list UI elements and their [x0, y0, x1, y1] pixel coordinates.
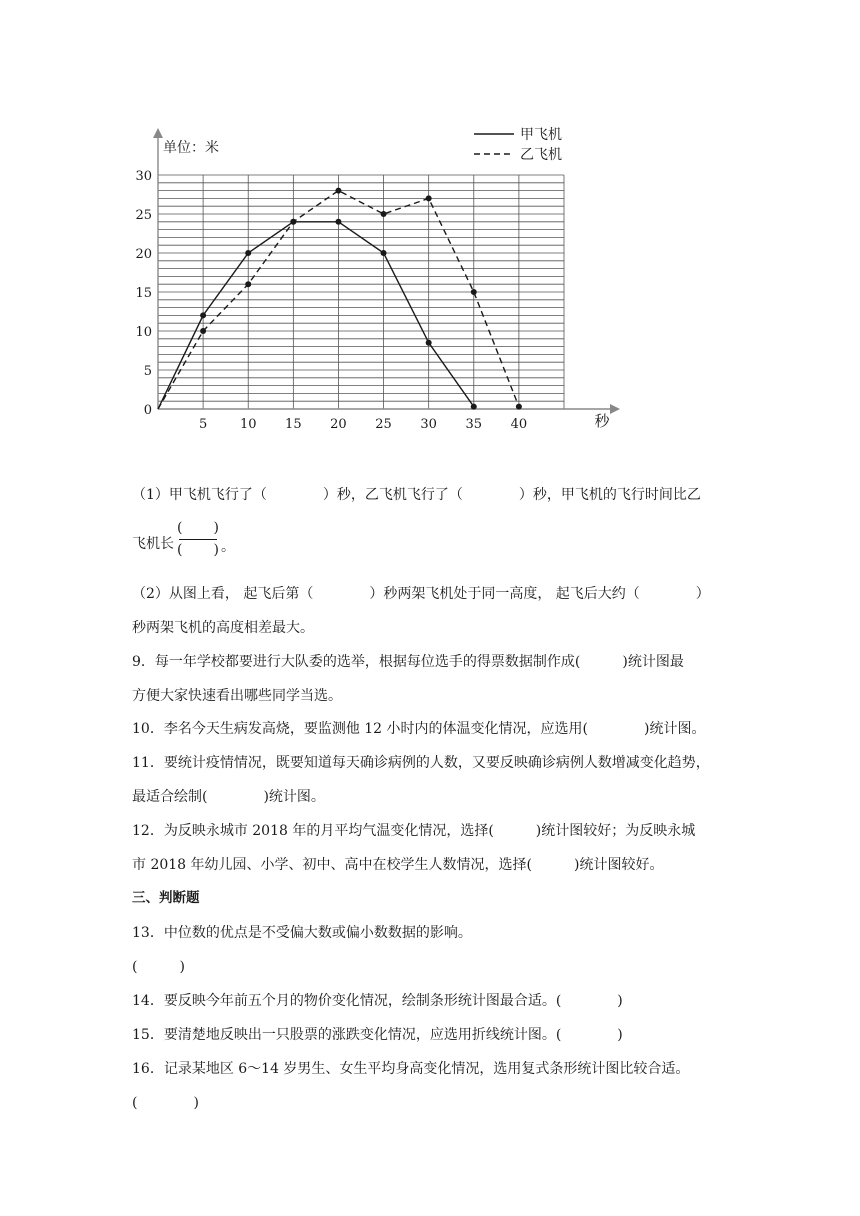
y-tick-label: 15: [135, 286, 152, 301]
q8-suffix: 。: [221, 539, 235, 555]
y-unit-label: 单位：米: [163, 140, 219, 156]
q13-line: 13．中位数的优点是不受偏大数或偏小数数据的影响。: [132, 925, 472, 941]
data-point: [245, 250, 251, 256]
y-tick-label: 25: [135, 208, 152, 223]
q8-part1-line2: [132, 537, 174, 551]
q8-prefix: 飞机长: [132, 536, 174, 552]
data-point: [245, 281, 251, 287]
x-tick-label: 20: [330, 417, 347, 432]
chart-legend: [474, 126, 562, 163]
q16-blank: ( ): [132, 1095, 199, 1111]
data-point: [335, 188, 341, 194]
q15-line: 15．要清楚地反映出一只股票的涨跌变化情况，应选用折线统计图。( ): [132, 1027, 623, 1043]
chart-grid: [158, 175, 564, 409]
x-tick-label: 10: [239, 417, 257, 432]
chart-axes: [153, 128, 620, 414]
data-point: [471, 289, 477, 295]
y-tick-label: 20: [135, 247, 152, 262]
q8-part2-line1: （2）从图上看， 起飞后第（ ）秒两架飞机处于同一高度， 起飞后大约（ ）: [132, 586, 710, 602]
frac-den-close: ): [213, 542, 219, 558]
y-tick-label: 0: [143, 403, 152, 418]
frac-num-open: (: [177, 520, 183, 536]
x-axis-label: 秒: [594, 412, 610, 430]
q8-part1-line1: （1）甲飞机飞行了（ ）秒，乙飞机飞行了（ ）秒，甲飞机的飞行时间比乙: [132, 487, 701, 503]
line-chart: [120, 118, 640, 438]
x-axis-arrow: [610, 404, 620, 414]
frac-den-open: (: [177, 542, 183, 558]
answer-fraction: [177, 521, 219, 559]
q11-line2: 最适合绘制( )统计图。: [132, 789, 325, 805]
q11-line1: 11．要统计疫情情况，既要知道每天确诊病例的人数，又要反映确诊病例人数增减变化趋势，: [132, 755, 710, 771]
q14-line: 14．要反映今年前五个月的物价变化情况，绘制条形统计图最合适。( ): [132, 993, 623, 1009]
x-tick-label: 25: [375, 417, 392, 432]
x-tick-label: 30: [420, 417, 437, 432]
data-point: [381, 250, 387, 256]
x-tick-label: 15: [285, 417, 302, 432]
x-tick-label: 35: [465, 417, 483, 432]
data-point: [335, 219, 341, 225]
q16-line: 16．记录某地区 6～14 岁男生、女生平均身高变化情况，选用复式条形统计图比较合适。: [132, 1061, 690, 1077]
data-point: [381, 211, 387, 217]
data-point: [471, 404, 477, 410]
fraction-bar: [179, 539, 217, 540]
data-point: [200, 312, 206, 318]
chart-series: [158, 188, 522, 410]
q12-line2: 市 2018 年幼儿园、小学、初中、高中在校学生人数情况，选择( )统计图较好。: [132, 857, 664, 873]
section-heading: 三、判断题: [132, 890, 200, 906]
data-point: [426, 195, 432, 201]
q8-part2-line2: 秒两架飞机的高度相差最大。: [132, 620, 314, 636]
data-point: [200, 328, 206, 334]
y-tick-label: 30: [135, 169, 152, 184]
legend-label: 甲飞机: [520, 127, 562, 143]
legend-label: 乙飞机: [520, 147, 562, 163]
q9-line2: 方便大家快速看出哪些同学当选。: [132, 688, 342, 704]
data-point: [516, 404, 522, 410]
y-tick-label: 5: [143, 364, 152, 379]
y-tick-label: 10: [135, 325, 152, 340]
q13-blank: ( ): [132, 959, 185, 975]
x-tick-label: 5: [198, 417, 208, 432]
q10-line: 10．李名今天生病发高烧，要监测他 12 小时内的体温变化情况，应选用( )统计图。: [132, 721, 706, 737]
q9-line1: 9．每一年学校都要进行大队委的选举，根据每位选手的得票数据制作成( )统计图最: [132, 654, 684, 670]
data-point: [290, 219, 296, 225]
q12-line1: 12．为反映永城市 2018 年的月平均气温变化情况，选择( )统计图较好；为反映永城: [132, 823, 696, 839]
x-tick-label: 40: [510, 417, 528, 432]
frac-num-close: ): [213, 520, 219, 536]
y-axis-arrow: [153, 128, 163, 138]
data-point: [426, 340, 432, 346]
